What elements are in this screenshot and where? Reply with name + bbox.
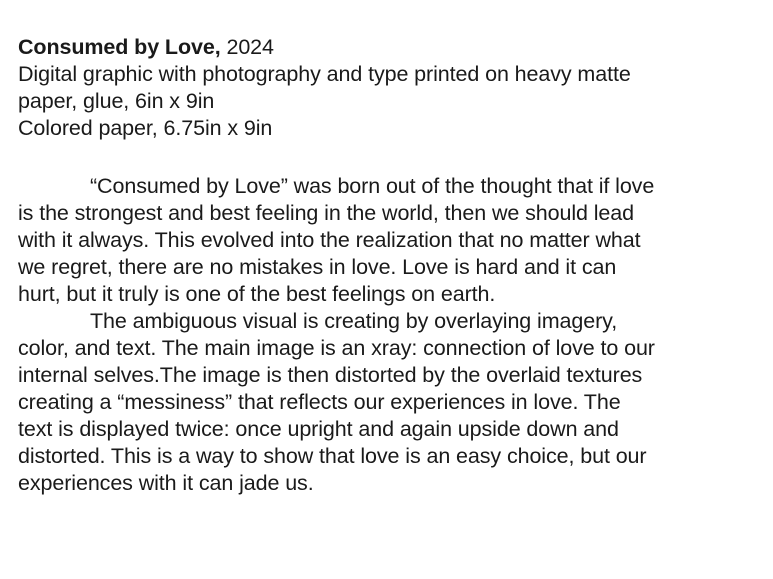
statement-line-9: creating a “messiness” that reflects our experiences in love. The (18, 390, 621, 414)
statement-line-10: text is displayed twice: once upright and again upside down and (18, 417, 619, 441)
statement-line-12: experiences with it can jade us. (18, 471, 314, 495)
statement-line-3: with it always. This evolved into the realization that no matter what (18, 228, 641, 252)
spacer (18, 142, 768, 173)
statement-line-6-text: The ambiguous visual is creating by overlaying imagery, (90, 309, 618, 333)
medium-line-2: paper, glue, 6in x 9in (18, 89, 215, 113)
artwork-label (18, 34, 768, 497)
medium-line-1: Digital graphic with photography and type printed on heavy matte (18, 62, 631, 86)
medium-line-3: Colored paper, 6.75in x 9in (18, 116, 273, 140)
artwork-title-line (18, 34, 768, 61)
statement-line-1 (18, 173, 768, 200)
statement-line-2: is the strongest and best feeling in the world, then we should lead (18, 201, 635, 225)
artwork-title: Consumed by Love, (18, 35, 221, 59)
statement-line-7: color, and text. The main image is an xray: connection of love to our (18, 336, 655, 360)
statement-line-11: distorted. This is a way to show that love is an easy choice, but our (18, 444, 647, 468)
statement-line-8: internal selves.The image is then distorted by the overlaid textures (18, 363, 643, 387)
artwork-year: 2024 (220, 35, 274, 59)
statement-line-1-text: “Consumed by Love” was born out of the thought that if love (90, 174, 655, 198)
statement-line-4: we regret, there are no mistakes in love. Love is hard and it can (18, 255, 617, 279)
statement-line-6 (18, 308, 768, 335)
statement-line-5: hurt, but it truly is one of the best feelings on earth. (18, 282, 496, 306)
